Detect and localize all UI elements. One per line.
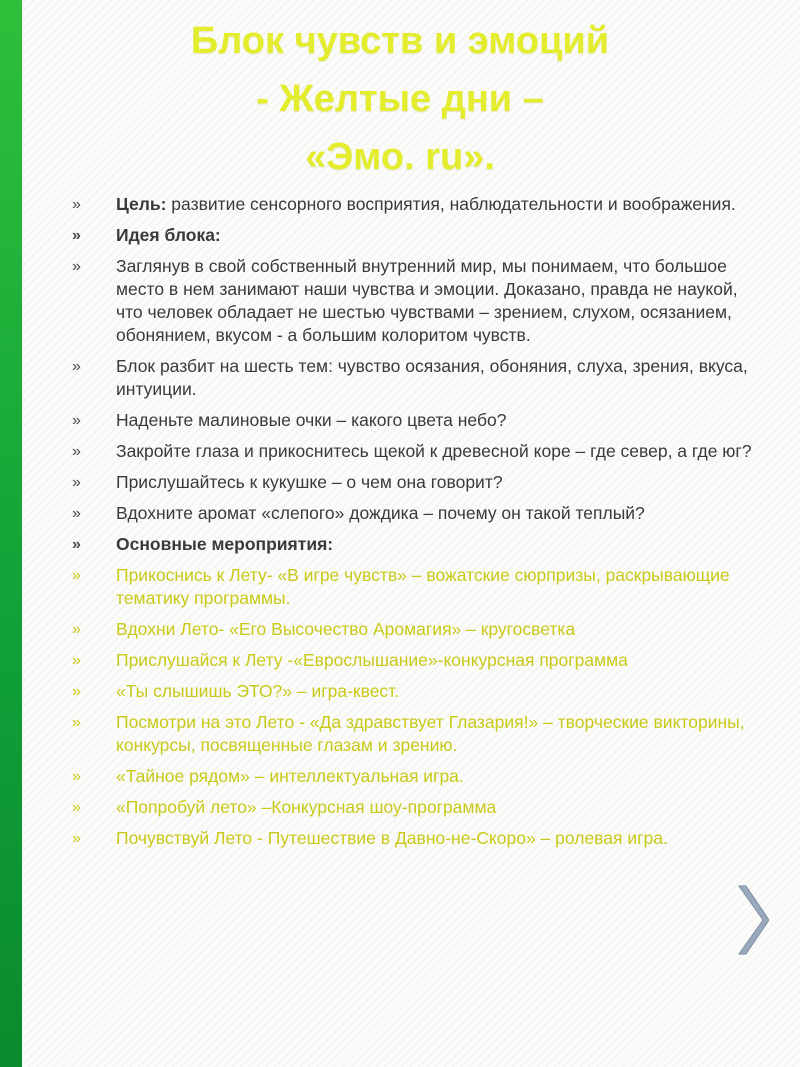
bullet-icon: » xyxy=(72,227,81,244)
bullet-icon: » xyxy=(72,474,81,491)
list-item-text: «Тайное рядом» – интеллектуальная игра. xyxy=(116,766,464,786)
list-item-text: Вдохни Лето- «Его Высочество Аромагия» – кругосветка xyxy=(116,619,576,639)
list-item-text: «Ты слышишь ЭТО?» – игра-квест. xyxy=(116,681,400,701)
list-item xyxy=(72,255,762,347)
list-item-text: Прислушайтесь к кукушке – о чем она говорит? xyxy=(116,472,503,492)
list-item xyxy=(72,355,762,401)
bullet-icon: » xyxy=(72,714,81,731)
list-item-goal xyxy=(72,193,762,216)
list-item-text: Почувствуй Лето - Путешествие в Давно-не-Скоро» – ролевая игра. xyxy=(116,828,668,848)
list-item-text: Вдохните аромат «слепого» дождика – почему он такой теплый? xyxy=(116,503,645,523)
bullet-icon: » xyxy=(72,621,81,638)
list-item-text: Идея блока: xyxy=(116,225,221,245)
side-accent-bar xyxy=(0,0,22,1067)
bullet-icon: » xyxy=(72,799,81,816)
list-item-text: Блок разбит на шесть тем: чувство осязания, обоняния, слуха, зрения, вкуса, интуиции. xyxy=(116,356,748,399)
bullet-icon: » xyxy=(72,443,81,460)
list-item-event xyxy=(72,564,762,610)
list-item-text: Заглянув в свой собственный внутренний мир, мы понимаем, что большое место в нем занимают наши чувства и эмоции. Доказано, правда не наукой, что человек обладает не шестью чувствами – зрением, слухом, осязанием, обонянием, вкусом - а большим колоритом чувств. xyxy=(116,256,738,345)
bullet-icon: » xyxy=(72,830,81,847)
list-item-event xyxy=(72,649,762,672)
slide-title xyxy=(150,12,650,186)
list-item-text: «Попробуй лето» –Конкурсная шоу-программа xyxy=(116,797,497,817)
list-item-text: Закройте глаза и прикоснитесь щекой к древесной коре – где север, а где юг? xyxy=(116,441,752,461)
list-item-event xyxy=(72,765,762,788)
list-item-idea-heading xyxy=(72,224,762,247)
list-item-event xyxy=(72,711,762,757)
list-item-event xyxy=(72,680,762,703)
chevron-right-icon xyxy=(733,882,769,958)
list-item-event xyxy=(72,618,762,641)
bullet-icon: » xyxy=(72,652,81,669)
next-slide-button[interactable] xyxy=(733,882,769,958)
list-item-text: Наденьте малиновые очки – какого цвета небо? xyxy=(116,410,507,430)
bullet-icon: » xyxy=(72,683,81,700)
list-item-event xyxy=(72,827,762,850)
bullet-icon: » xyxy=(72,536,81,553)
list-item xyxy=(72,409,762,432)
list-item-event xyxy=(72,796,762,819)
bullet-icon: » xyxy=(72,412,81,429)
list-item-text: Основные мероприятия: xyxy=(116,534,334,554)
bullet-list xyxy=(72,193,762,858)
list-item xyxy=(72,440,762,463)
goal-label: Цель: xyxy=(116,194,167,214)
title-line-3: «Эмо. ru». xyxy=(305,136,495,178)
bullet-icon: » xyxy=(72,567,81,584)
title-line-2: - Желтые дни – xyxy=(256,78,544,120)
title-line-1: Блок чувств и эмоций xyxy=(190,20,610,62)
bullet-icon: » xyxy=(72,258,81,275)
list-item-text: Прикоснись к Лету- «В игре чувств» – вожатские сюрпризы, раскрывающие тематику программы. xyxy=(116,565,730,608)
bullet-icon: » xyxy=(72,505,81,522)
bullet-icon: » xyxy=(72,358,81,375)
bullet-icon: » xyxy=(72,768,81,785)
bullet-icon: » xyxy=(72,196,81,213)
goal-text: развитие сенсорного восприятия, наблюдательности и воображения. xyxy=(166,194,736,214)
list-item xyxy=(72,471,762,494)
list-item-events-heading xyxy=(72,533,762,556)
list-item-text: Прислушайся к Лету -«Еврослышание»-конкурсная программа xyxy=(116,650,628,670)
list-item xyxy=(72,502,762,525)
list-item-text: Посмотри на это Лето - «Да здравствует Глазария!» – творческие викторины, конкурсы, посвященные глазам и зрению. xyxy=(116,712,745,755)
